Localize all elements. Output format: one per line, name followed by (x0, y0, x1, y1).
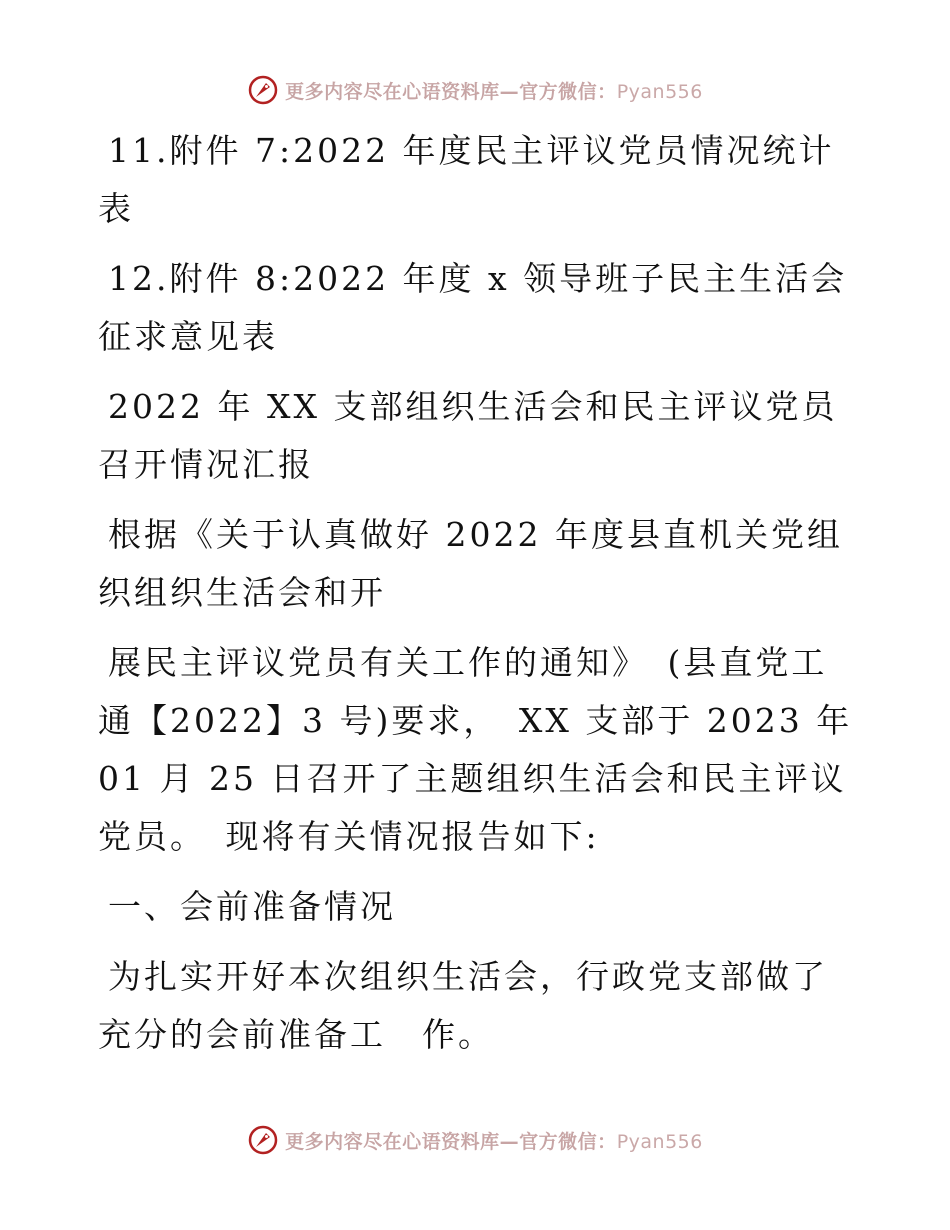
document-body (98, 122, 858, 1076)
paragraph-report-title: 2022 年 XX 支部组织生活会和民主评议党员召开情况汇报 (98, 387, 838, 484)
footer-watermark (0, 1120, 950, 1160)
pen-nib-logo-icon (247, 74, 279, 106)
paragraph-preparation: 为扎实开好本次组织生活会，行政党支部做了充分的会前准备工 作。 (98, 957, 828, 1054)
watermark-text: 更多内容尽在心语资料库—官方微信：Pyan556 (285, 80, 703, 103)
paragraph-requirements: 展民主评议党员有关工作的通知》 (县直党工通【2022】3 号)要求， XX 支部于 2023 年 01 月 25 日召开了主题组织生活会和民主评议党员。 现将有关情况报告如下: (98, 643, 853, 856)
paragraph-basis: 根据《关于认真做好 2022 年度县直机关党组织组织生活会和开 (98, 515, 843, 612)
header-watermark (0, 70, 950, 110)
paragraph-attachment-7: 11.附件 7:2022 年度民主评议党员情况统计表 (98, 131, 835, 228)
watermark-text: 更多内容尽在心语资料库—官方微信：Pyan556 (285, 1130, 703, 1153)
paragraph-attachment-8: 12.附件 8:2022 年度 x 领导班子民主生活会征求意见表 (98, 259, 848, 356)
pen-nib-logo-icon (247, 1124, 279, 1156)
section-heading-preparation: 一、会前准备情况 (108, 887, 396, 926)
